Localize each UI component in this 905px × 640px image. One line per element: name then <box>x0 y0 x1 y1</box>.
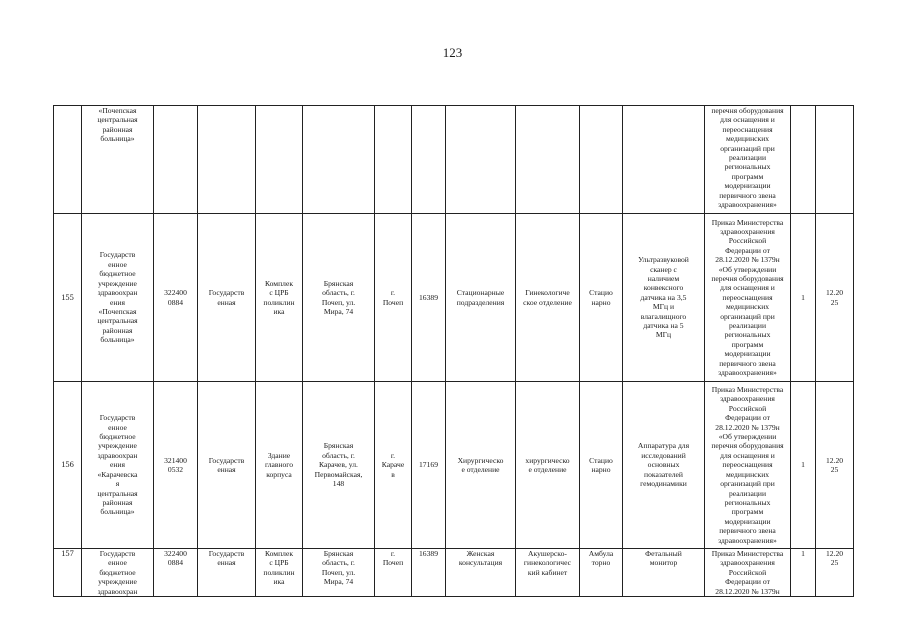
ownership-type-cell <box>198 106 256 214</box>
due-date-cell: 12.20 25 <box>816 549 854 597</box>
locality-cell: г. Почеп <box>375 549 412 597</box>
organization-name-cell: Государств енное бюджетное учреждение здравоохран ения «Почепская центральная районная больница» <box>82 214 154 382</box>
care-type-cell: Стацио нарно <box>580 214 623 382</box>
department-cell <box>446 106 516 214</box>
equipment-name-cell <box>623 106 705 214</box>
organization-name-cell: Государств енное бюджетное учреждение здравоохран <box>82 549 154 597</box>
row-number-cell: 155 <box>54 214 82 382</box>
quantity-cell: 1 <box>791 549 816 597</box>
table-row <box>54 106 854 214</box>
locality-cell: г. Почеп <box>375 214 412 382</box>
legal-basis-cell: Приказ Министерства здравоохранения Российской Федерации от 28.12.2020 № 1379н «Об утверждении перечня оборудования для оснащения и переоснащения медицинских организаций при реализации региональных программ модернизации первичного звена здравоохранения» <box>705 214 791 382</box>
address-cell <box>303 106 375 214</box>
quantity-cell: 1 <box>791 382 816 549</box>
due-date-cell: 12.20 25 <box>816 382 854 549</box>
due-date-cell: 12.20 25 <box>816 214 854 382</box>
unit-cell: хирургическо е отделение <box>516 382 580 549</box>
due-date-cell <box>816 106 854 214</box>
row-number-cell <box>54 106 82 214</box>
inn-cell: 322400 0884 <box>154 214 198 382</box>
unit-cell <box>516 106 580 214</box>
inn-cell: 321400 0532 <box>154 382 198 549</box>
ownership-type-cell: Государств енная <box>198 214 256 382</box>
table-row <box>54 214 854 382</box>
ownership-type-cell: Государств енная <box>198 382 256 549</box>
equipment-table <box>53 105 854 597</box>
inn-cell: 322400 0884 <box>154 549 198 597</box>
organization-name-cell: Государств енное бюджетное учреждение здравоохран ения «Карачевска я центральная районная больница» <box>82 382 154 549</box>
equipment-name-cell: Фетальный монитор <box>623 549 705 597</box>
address-cell: Брянская область, г. Карачев, ул. Первомайская, 148 <box>303 382 375 549</box>
row-number-cell: 156 <box>54 382 82 549</box>
department-cell: Хирургическо е отделение <box>446 382 516 549</box>
building-cell: Здание главного корпуса <box>256 382 303 549</box>
address-cell: Брянская область, г. Почеп, ул. Мира, 74 <box>303 549 375 597</box>
equipment-name-cell: Ультразвуковой сканер с наличием конвексного датчика на 3,5 МГц и влагалищного датчика на 5 МГц <box>623 214 705 382</box>
unit-cell: Гинекологиче ское отделение <box>516 214 580 382</box>
quantity-cell: 1 <box>791 214 816 382</box>
locality-cell: г. Караче в <box>375 382 412 549</box>
unit-cell: Акушерско- гинекологичес кий кабинет <box>516 549 580 597</box>
department-cell: Женская консультация <box>446 549 516 597</box>
address-cell: Брянская область, г. Почеп, ул. Мира, 74 <box>303 214 375 382</box>
table-row <box>54 549 854 597</box>
oktmo-code-cell: 16389 <box>412 214 446 382</box>
building-cell: Комплек с ЦРБ поликлин ика <box>256 549 303 597</box>
equipment-name-cell: Аппаратура для исследований основных показателей гемодинамики <box>623 382 705 549</box>
ownership-type-cell: Государств енная <box>198 549 256 597</box>
inn-cell <box>154 106 198 214</box>
legal-basis-cell: перечня оборудования для оснащения и переоснащения медицинских организаций при реализации региональных программ модернизации первичного звена здравоохранения» <box>705 106 791 214</box>
row-number-cell: 157 <box>54 549 82 597</box>
care-type-cell: Амбула торно <box>580 549 623 597</box>
department-cell: Стационарные подразделения <box>446 214 516 382</box>
table-row <box>54 382 854 549</box>
organization-name-cell: «Почепская центральная районная больница» <box>82 106 154 214</box>
oktmo-code-cell: 17169 <box>412 382 446 549</box>
page-number: 123 <box>442 45 463 60</box>
care-type-cell: Стацио нарно <box>580 382 623 549</box>
legal-basis-cell: Приказ Министерства здравоохранения Российской Федерации от 28.12.2020 № 1379н <box>705 549 791 597</box>
legal-basis-cell: Приказ Министерства здравоохранения Российской Федерации от 28.12.2020 № 1379н «Об утверждении перечня оборудования для оснащения и переоснащения медицинских организаций при реализации региональных программ модернизации первичного звена здравоохранения» <box>705 382 791 549</box>
care-type-cell <box>580 106 623 214</box>
oktmo-code-cell: 16389 <box>412 549 446 597</box>
quantity-cell <box>791 106 816 214</box>
oktmo-code-cell <box>412 106 446 214</box>
locality-cell <box>375 106 412 214</box>
building-cell: Комплек с ЦРБ поликлин ика <box>256 214 303 382</box>
building-cell <box>256 106 303 214</box>
